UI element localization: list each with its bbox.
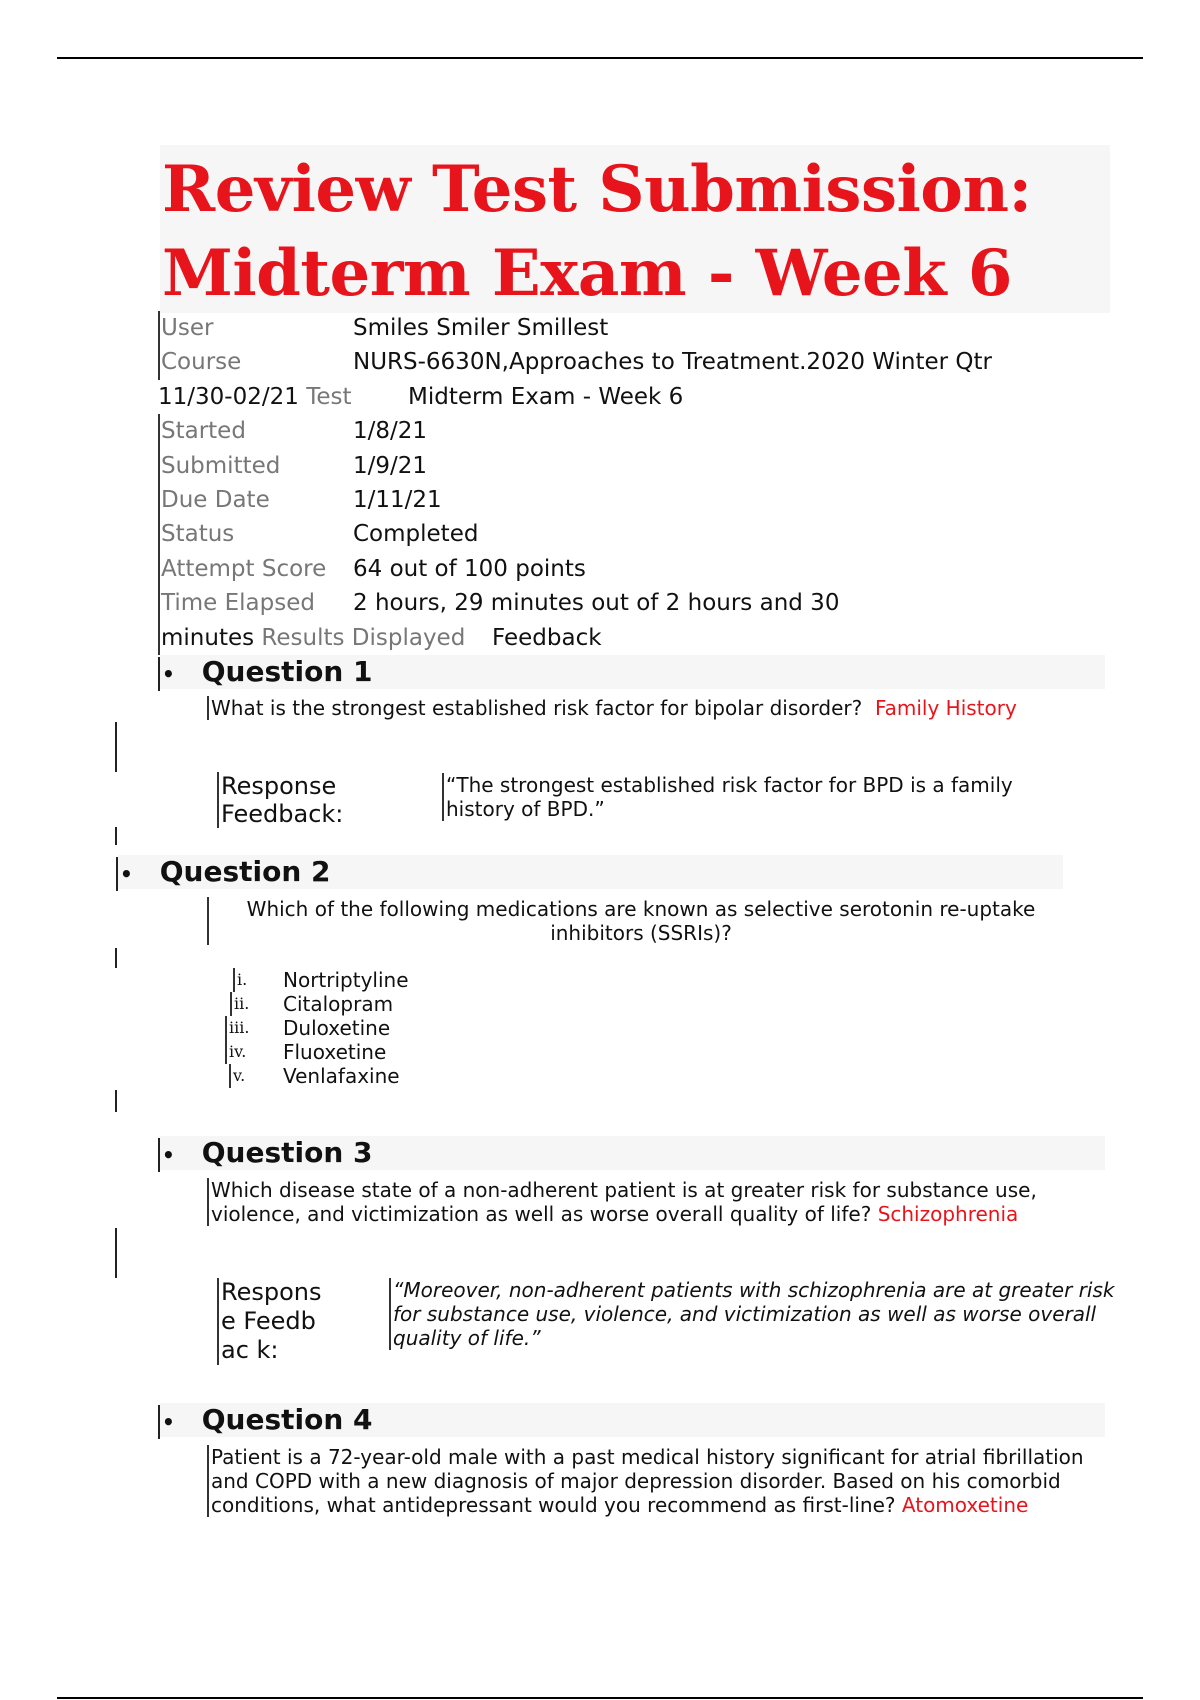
user-row: [158, 311, 609, 345]
course-label: Course: [161, 349, 242, 376]
course-row: [158, 345, 992, 379]
course-value: NURS-6630N,Approaches to Treatment.2020 Winter Qtr: [353, 349, 992, 376]
bullet-icon: •: [158, 1405, 192, 1439]
submitted-row: [158, 449, 465, 483]
status-row: [158, 517, 479, 551]
question-1-text: [207, 696, 1131, 720]
question-2-margin-tick: [115, 948, 117, 968]
question-4-heading: [158, 1403, 373, 1439]
option-text: Venlafaxine: [283, 1064, 400, 1088]
question-2-margin-tick-lower: [115, 1090, 117, 1112]
option-number: iii.: [225, 1016, 249, 1040]
title-line-2: Midterm Exam - Week 6: [162, 236, 1012, 311]
due-date-value: 1/11/21: [353, 486, 442, 513]
question-3-margin-bar: [115, 1228, 117, 1278]
question-3-prompt: Which disease state of a non-adherent patient is at greater risk for substance use, violence, and victimization as well as worse overall quality of life?: [211, 1178, 1037, 1226]
option-number: i.: [233, 968, 247, 992]
question-3-heading: [158, 1136, 373, 1172]
started-row: [158, 414, 465, 448]
option-text: Citalopram: [283, 992, 394, 1016]
title-line-1: Review Test Submission:: [162, 152, 1032, 227]
score-value: 64 out of 100 points: [353, 555, 586, 582]
elapsed-value-continued: minutes: [161, 624, 255, 651]
test-row: [158, 380, 684, 414]
question-1-feedback-label: Response Feedback:: [217, 772, 391, 828]
score-row: [158, 552, 586, 586]
results-row: [158, 621, 602, 655]
test-label: Test: [306, 383, 352, 410]
option-number: iv.: [225, 1040, 246, 1064]
question-2-heading: [116, 855, 331, 891]
status-label: Status: [161, 521, 235, 548]
results-label: Results Displayed: [261, 624, 466, 651]
question-3-feedback-text: “Moreover, non-adherent patients with schizophrenia are at greater risk for substance use, violence, and victimization as well as worse overall quality of life.”: [389, 1278, 1128, 1350]
bullet-icon: •: [158, 1138, 192, 1172]
elapsed-value: 2 hours, 29 minutes out of 2 hours and 30: [353, 590, 840, 617]
test-value: Midterm Exam - Week 6: [408, 383, 684, 410]
user-label: User: [161, 315, 214, 341]
elapsed-row: [158, 586, 840, 620]
option-text: Duloxetine: [283, 1016, 391, 1040]
user-value: Smiles Smiler Smillest: [353, 315, 609, 341]
question-1-answer: Family History: [874, 696, 1017, 720]
question-1-feedback-text: “The strongest established risk factor for BPD is a family history of BPD.”: [442, 773, 1046, 821]
top-rule: [57, 57, 1143, 59]
course-value-continued: 11/30-02/21: [158, 383, 299, 410]
question-1-title: Question 1: [201, 655, 373, 688]
elapsed-label: Time Elapsed: [161, 590, 315, 617]
question-4-text: [207, 1445, 1111, 1517]
question-4-title: Question 4: [201, 1403, 373, 1436]
question-2-text: [207, 897, 1071, 945]
page-title: [162, 148, 1032, 316]
status-value: Completed: [353, 521, 479, 548]
question-1-heading: [158, 655, 373, 691]
question-1-margin-bar: [115, 722, 117, 772]
bottom-rule: [57, 1697, 1143, 1699]
bullet-icon: •: [116, 857, 150, 891]
option-number: ii.: [230, 992, 249, 1016]
question-4-prompt: Patient is a 72-year-old male with a past medical history significant for atrial fibrillation and COPD with a new diagnosis of major depression disorder. Based on his comorbid conditions, what antidepressant would you recommend as first-line?: [211, 1445, 1084, 1517]
question-3-title: Question 3: [201, 1136, 373, 1169]
question-1-prompt: What is the strongest established risk factor for bipolar disorder?: [211, 696, 863, 720]
question-3-feedback-label: Respons e Feedbac k:: [217, 1278, 326, 1365]
option-number: v.: [229, 1064, 245, 1088]
submission-details: [158, 311, 992, 655]
option-text: Fluoxetine: [283, 1040, 387, 1064]
question-2-prompt-line-1: Which of the following medications are known as selective serotonin re-uptake: [246, 897, 1036, 921]
question-3-answer: Schizophrenia: [877, 1202, 1019, 1226]
question-4-answer: Atomoxetine: [901, 1493, 1029, 1517]
bullet-icon: •: [158, 657, 192, 691]
results-value: Feedback: [492, 624, 602, 651]
started-label: Started: [161, 418, 246, 445]
due-date-row: [158, 483, 465, 517]
score-label: Attempt Score: [161, 555, 327, 582]
due-date-label: Due Date: [161, 486, 270, 513]
question-2-title: Question 2: [159, 855, 331, 888]
submitted-value: 1/9/21: [353, 452, 428, 479]
question-1-margin-tick: [115, 827, 117, 845]
option-text: Nortriptyline: [283, 968, 409, 992]
question-2-prompt-line-2: inhibitors (SSRIs)?: [550, 921, 732, 945]
question-3-text: [207, 1178, 1091, 1226]
submitted-label: Submitted: [161, 452, 281, 479]
started-value: 1/8/21: [353, 418, 428, 445]
